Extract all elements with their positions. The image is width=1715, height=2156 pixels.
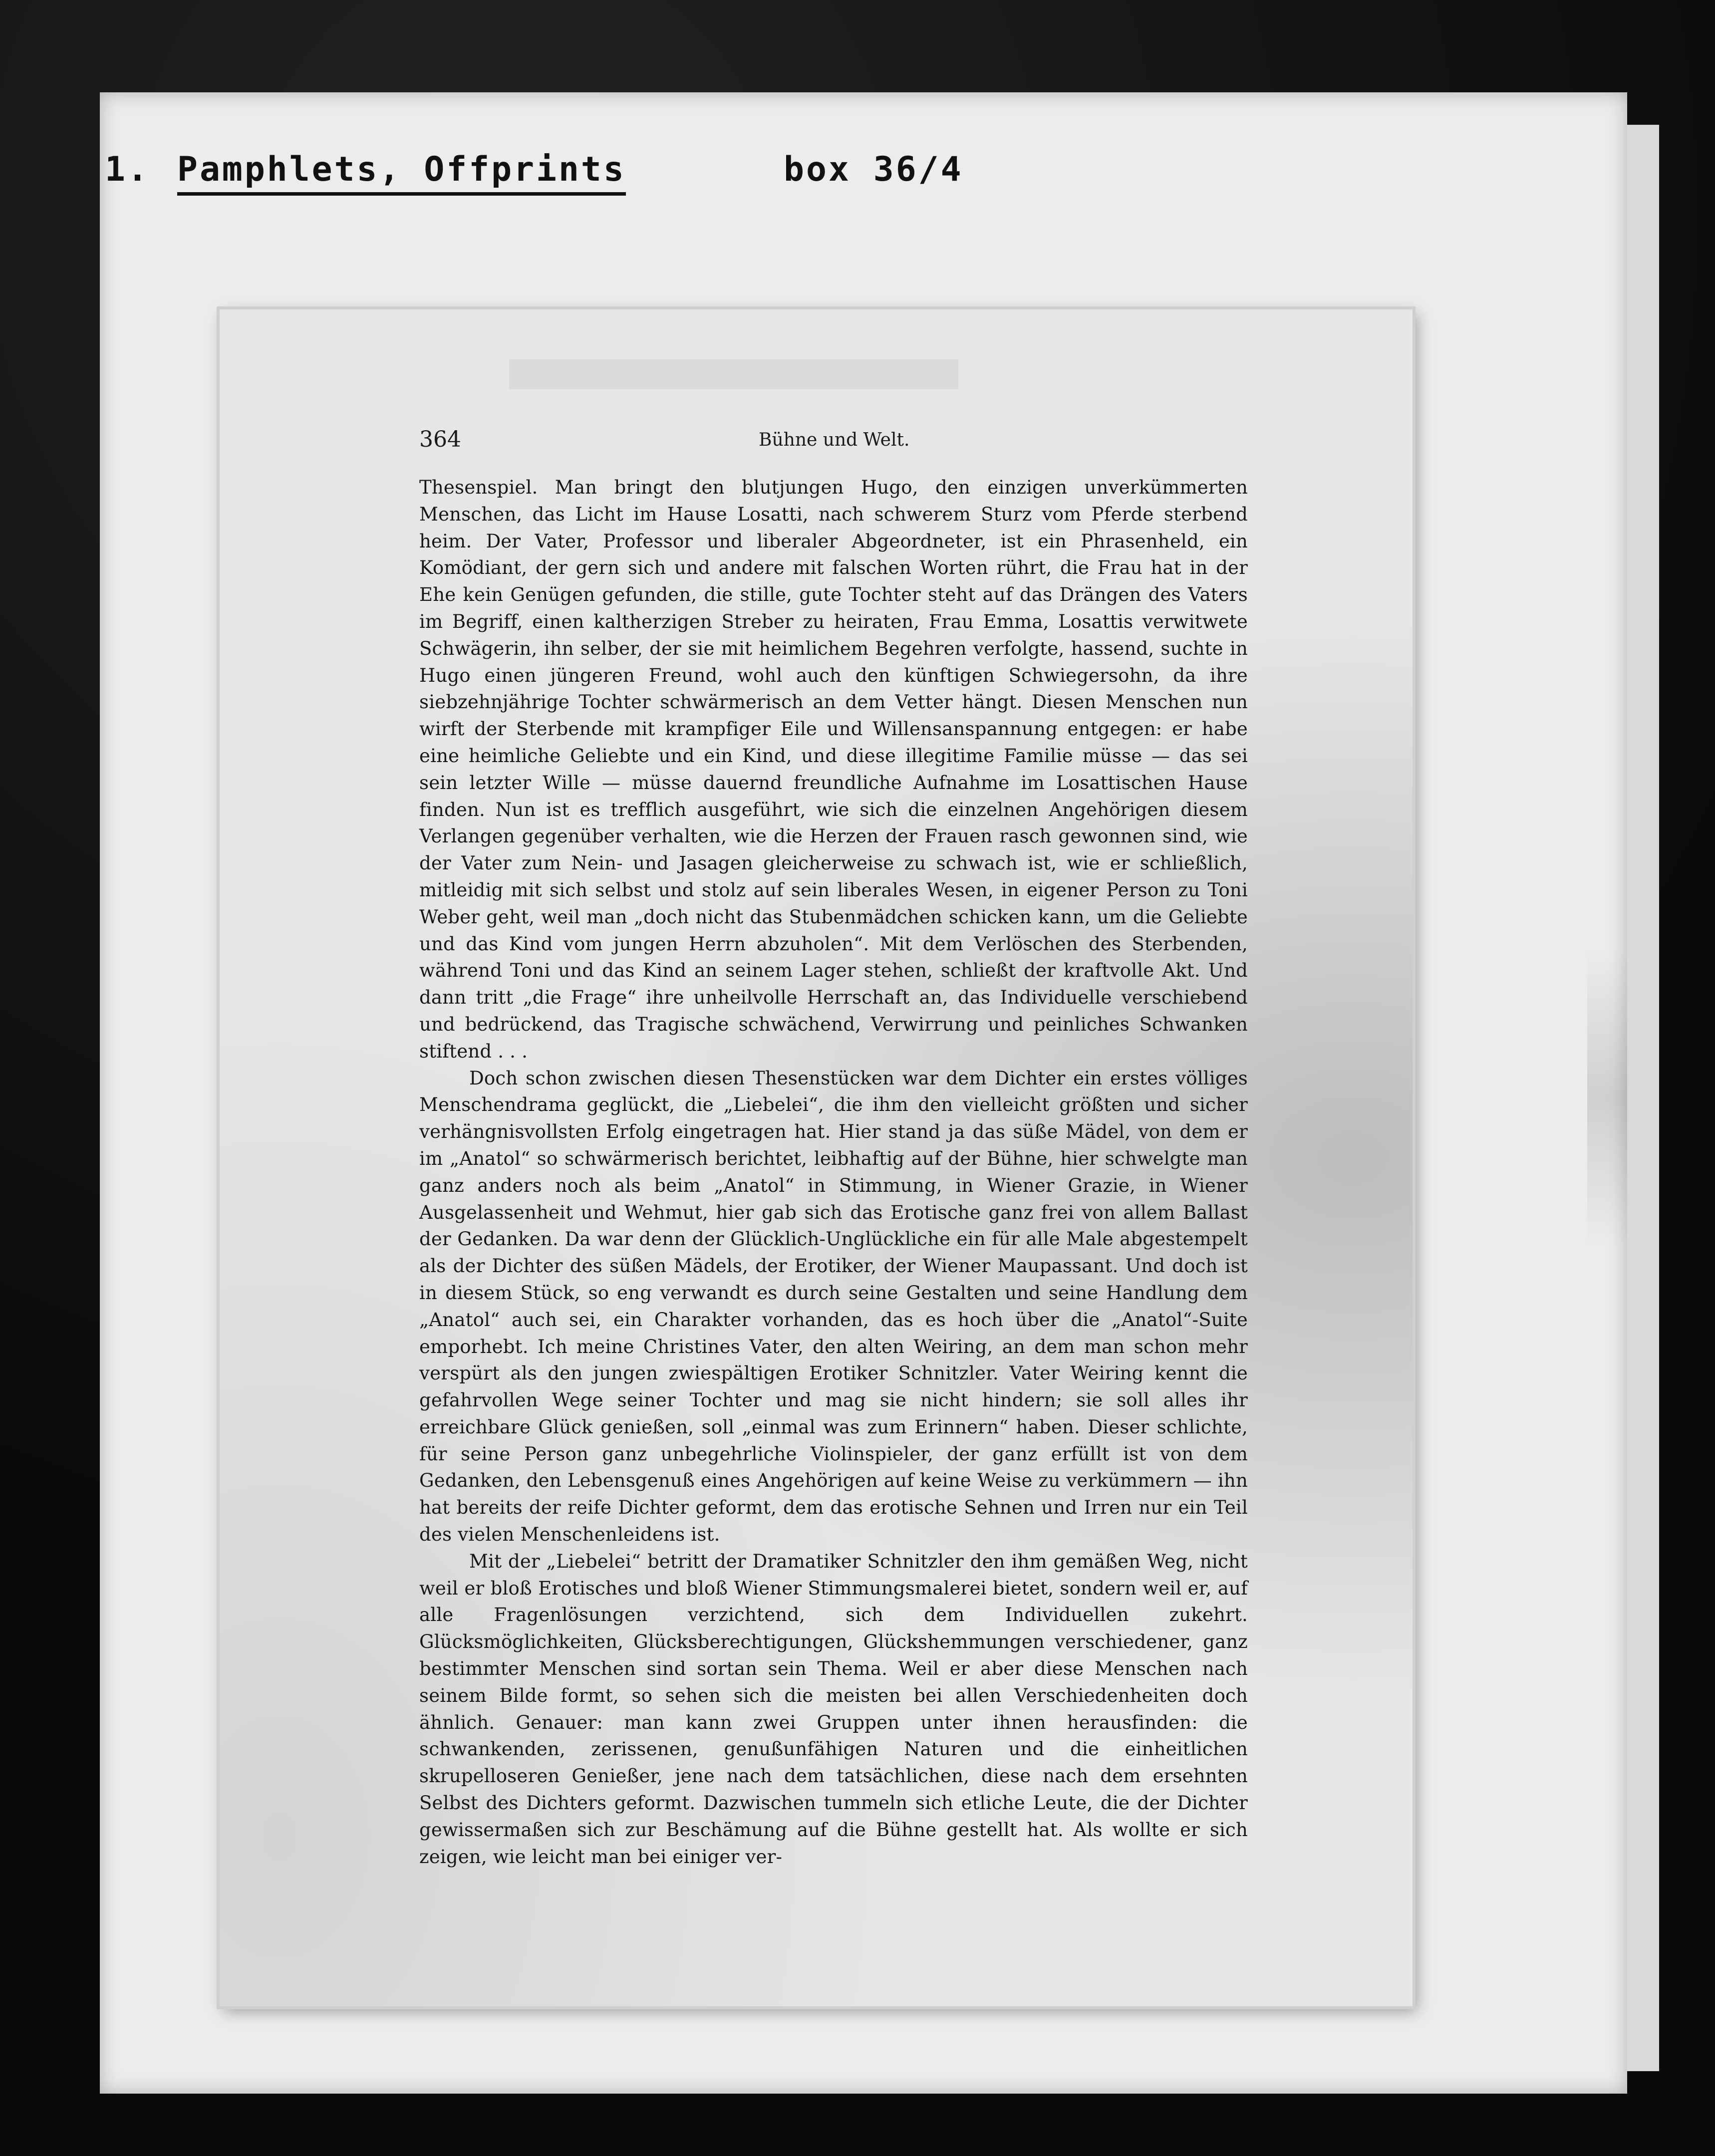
page-number: 364	[419, 427, 461, 452]
card-header	[105, 150, 1502, 205]
article-body	[419, 474, 1248, 1870]
card-number: 1.	[105, 150, 150, 189]
card-category: Pamphlets, Offprints	[177, 150, 626, 196]
running-head: Bühne und Welt.	[759, 430, 910, 450]
paragraph: Thesenspiel. Man bringt den blutjungen Hugo, den einzigen unverkümmerten Menschen, das Licht im Hause Losatti, nach schwerem Sturz vom Pferde sterbend heim. Der Vater, Professor und liberaler Abgeordneter, ist ein Phrasenheld, ein Komödiant, der gern sich und andere mit falschen Worten rührt, die Frau hat in der Ehe kein Genügen gefunden, die stille, gute Tochter steht auf das Drängen des Vaters im Begriff, einen kaltherzigen Streber zu heiraten, Frau Emma, Losattis verwitwete Schwägerin, ihn selber, der sie mit heimlichem Begehren verfolgte, hassend, suchte in Hugo einen jüngeren Freund, wohl auch den künftigen Schwiegersohn, da ihre siebzehnjährige Tochter schwärmerisch an dem Vetter hängt. Diesen Menschen nun wirft der Sterbende mit krampfiger Eile und Willensanspannung entgegen: er habe eine heimliche Geliebte und ein Kind, und diese illegitime Familie müsse — das sei sein letzter Wille — müsse dauernd freundliche Aufnahme im Losattischen Hause finden. Nun ist es trefflich ausgeführt, wie sich die einzelnen Angehörigen diesem Verlangen gegenüber verhalten, wie die Herzen der Frauen rasch gewonnen sind, wie der Vater zum Nein- und Jasagen gleicherweise zu schwach ist, wie er schließlich, mitleidig mit sich selbst und stolz auf sein liberales Wesen, in eigener Person zu Toni Weber geht, weil man „doch nicht das Stubenmädchen schicken kann, um die Geliebte und das Kind vom jungen Herrn abzuholen“. Mit dem Verlöschen des Sterbenden, während Toni und das Kind an seinem Lager stehen, schließt der kraftvolle Akt. Und dann tritt „die Frage“ ihre unheilvolle Herrschaft an, das Individuelle verschiebend und bedrückend, das Tragische schwächend, Verwirrung und peinliches Schwanken stiftend . . .	[419, 477, 1248, 1062]
page-header	[419, 427, 1248, 457]
paragraph: Doch schon zwischen diesen Thesenstücken war dem Dichter ein erstes völliges Menschendrama geglückt, die „Liebelei“, die ihm den vielleicht größten und sicher verhängnisvollsten Erfolg eingetragen hat. Hier stand ja das süße Mädel, von dem er im „Anatol“ so schwärmerisch berichtet, leibhaftig auf der Bühne, hier schwelgte man ganz anders noch als beim „Anatol“ in Stimmung, in Wiener Grazie, in Wiener Ausgelassenheit und Wehmut, hier gab sich das Erotische ganz frei von allem Ballast der Gedanken. Da war denn der Glücklich-Unglückliche ein für alle Male abgestempelt als der Dichter des süßen Mädels, der Erotiker, der Wiener Maupassant. Und doch ist in diesem Stück, so eng verwandt es durch seine Gestalten und seine Handlung dem „Anatol“ auch sei, ein Charakter vorhanden, das es hoch über die „Anatol“-Suite emporhebt. Ich meine Christines Vater, den alten Weiring, an dem man schon mehr verspürt als den jungen zwiespältigen Erotiker Schnitzler. Vater Weiring kennt die gefahrvollen Wege seiner Tochter und mag sie nicht hindern; sie soll alles ihr erreichbare Glück genießen, soll „einmal was zum Erinnern“ haben. Dieser schlichte, für seine Person ganz unbegehrliche Violinspieler, der ganz erfüllt ist von dem Gedanken, den Lebensgenuß eines Angehörigen auf keine Weise zu verkümmern — ihn hat bereits der reife Dichter geformt, dem das erotische Sehnen und Irren nur ein Teil des vielen Menschenleidens ist.	[419, 1067, 1248, 1546]
paragraph: Mit der „Liebelei“ betritt der Dramatiker Schnitzler den ihm gemäßen Weg, nicht weil er bloß Erotisches und bloß Wiener Stimmungsmalerei bietet, sondern weil er, auf alle Fragenlösungen verzichtend, sich dem Individuellen zukehrt. Glücksmöglichkeiten, Glücksberechtigungen, Glückshemmungen verschiedener, ganz bestimmter Menschen sind sortan sein Thema. Weil er aber diese Menschen nach seinem Bilde formt, so sehen sich die meisten bei allen Verschiedenheiten doch ähnlich. Genauer: man kann zwei Gruppen unter ihnen herausfinden: die schwankenden, zerissenen, genußunfähigen Naturen und die einheitlichen skrupelloseren Genießer, jene nach dem tatsächlichen, diese nach dem ersehnten Selbst des Dichters geformt. Dazwischen tummeln sich etliche Leute, die der Dichter gewissermaßen sich zur Beschämung auf die Bühne gestellt hat. Als wollte er sich zeigen, wie leicht man bei einiger ver-	[419, 1550, 1248, 1868]
bleed-through	[509, 359, 958, 389]
edge-shadow	[1587, 948, 1627, 1248]
card-box-label: box 36/4	[784, 150, 963, 189]
